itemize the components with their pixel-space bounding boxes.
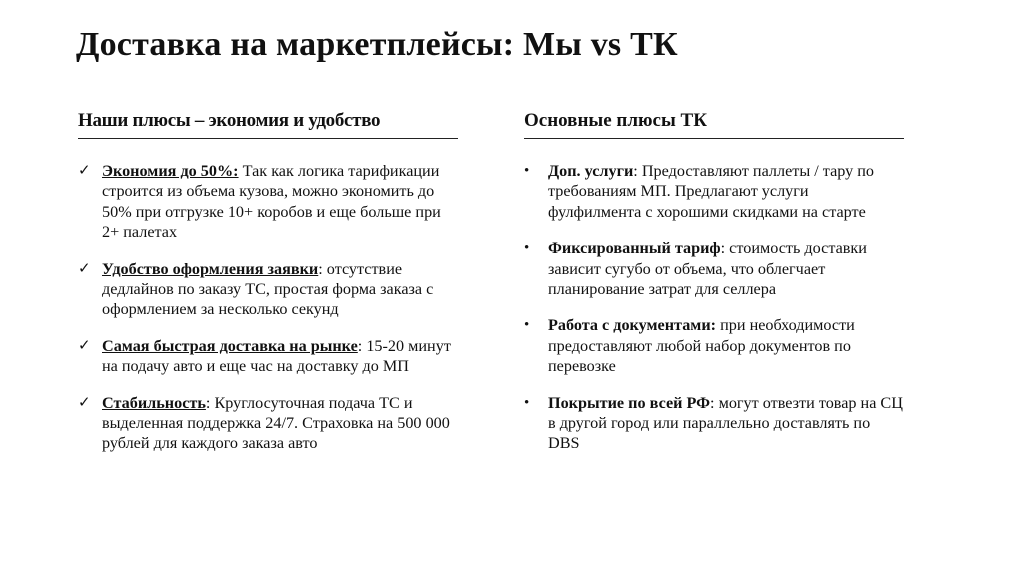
item-text: : 15-20 минут на подачу авто и еще час на доставку до МП	[102, 336, 451, 376]
check-icon: ✓	[78, 337, 91, 354]
list-item	[78, 259, 458, 320]
bullet-icon: •	[524, 240, 530, 257]
tk-advantages-header: Основные плюсы ТК	[524, 110, 904, 139]
item-lead: Покрытие по всей РФ	[548, 393, 711, 412]
item-text: : Предоставляют паллеты / тару по требованиям МП. Предлагают услуги фулфилмента с хорошими скидками на старте	[548, 162, 875, 221]
slide-title: Доставка на маркетплейсы: Мы vs ТК	[76, 26, 678, 63]
item-text: Так как логика тарификации строится из объема кузова, можно экономить до 50% при отгрузке 10+ коробов и еще больше при 2+ палетах	[102, 162, 441, 242]
our-advantages-list	[78, 161, 458, 454]
item-text: : стоимость доставки зависит сугубо от объема, что облегчает планирование затрат для селлера	[548, 239, 867, 299]
item-text: : отсутствие дедлайнов по заказу ТС, простая форма заказа с оформлением за несколько секунд	[102, 259, 434, 319]
item-lead: Фиксированный тариф	[548, 239, 721, 258]
list-item	[524, 393, 904, 454]
list-item	[78, 336, 458, 377]
bullet-icon: •	[524, 394, 530, 411]
item-text: : могут отвезти товар на СЦ в другой город или параллельно доставлять по DBS	[548, 393, 903, 453]
bullet-icon: •	[524, 317, 530, 334]
item-lead: Самая быстрая доставка на рынке	[102, 336, 358, 355]
item-text: при необходимости предоставляют любой набор документов по перевозке	[548, 316, 855, 376]
list-item	[524, 315, 904, 376]
item-lead: Удобство оформления заявки	[102, 259, 319, 278]
item-lead: Экономия до 50%:	[102, 162, 239, 180]
list-item	[78, 393, 458, 454]
item-lead: Работа с документами:	[548, 316, 717, 335]
item-lead: Стабильность	[102, 393, 206, 412]
bullet-icon: •	[524, 163, 530, 179]
list-item	[524, 238, 904, 299]
tk-advantages-list	[524, 161, 904, 454]
tk-advantages-column	[524, 110, 904, 470]
check-icon: ✓	[78, 394, 91, 411]
our-advantages-header: Наши плюсы – экономия и удобство	[78, 110, 458, 139]
item-lead: Доп. услуги	[548, 162, 634, 180]
our-advantages-column	[78, 110, 458, 470]
check-icon: ✓	[78, 260, 91, 277]
item-text: : Круглосуточная подача ТС и выделенная поддержка 24/7. Страховка на 500 000 рублей для каждого заказа авто	[102, 393, 450, 453]
check-icon: ✓	[78, 163, 91, 179]
list-item	[524, 161, 904, 222]
list-item	[78, 161, 458, 243]
